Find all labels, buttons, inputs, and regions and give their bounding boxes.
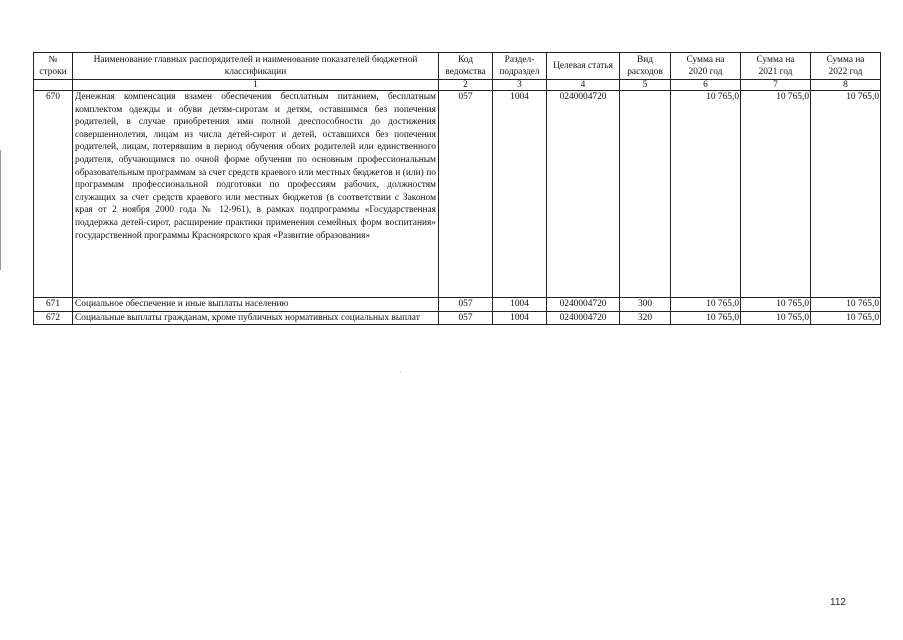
column-number-row: [34, 80, 881, 91]
row-name: Денежная компенсация взамен обеспечения бесплатным питанием, бесплатным комплектом одежды и обуви детям-сиротам и детям, оставшимся без попечения родителей, в случае приобретения ими полной дееспособности до достижения совершеннолетия, лицам из числа детей-сирот и детей, оставшихся без попечения родителей, лицам, потерявшим в период обучения обоих родителей или единственного родителя, обучающимся по очной форме обучения по основным профессиональным образовательным программам за счет средств краевого или местных бюджетов и (или) по программам профессиональной подготовки по профессиям рабочих, должностям служащих за счет средств краевого или местных бюджетов (в соответствии с Законом края от 2 ноября 2000 года № 12-961), в рамках подпрограммы «Государственная поддержка детей-сирот, расширение практики применения семейных форм воспитания» государственной программы Красноярского края «Развитие образования»: [73, 91, 439, 298]
row-sum-2021: 10 765,0: [741, 91, 811, 298]
row-dept-code: 057: [439, 91, 493, 298]
row-target: 0240004720: [547, 91, 620, 298]
row-sum-2020: 10 765,0: [671, 91, 741, 298]
row-expense-type: 320: [620, 311, 671, 325]
row-section: 1004: [493, 311, 547, 325]
header-sum-2021: Сумма на 2021 год: [741, 53, 811, 80]
header-section: Раздел- подраздел: [493, 53, 547, 80]
row-section: 1004: [493, 91, 547, 298]
row-line-number: 670: [34, 91, 73, 298]
header-line-number: № строки: [34, 53, 73, 80]
row-sum-2022: 10 765,0: [811, 91, 881, 298]
header-target: Целевая статья: [547, 53, 620, 80]
scan-speck: [400, 372, 401, 373]
page-number: 112: [830, 597, 846, 608]
row-sum-2022: 10 765,0: [811, 298, 881, 312]
column-number: 2: [439, 80, 493, 91]
column-number-empty: [34, 80, 73, 91]
row-expense-type: [620, 91, 671, 298]
row-sum-2022: 10 765,0: [811, 311, 881, 325]
row-sum-2021: 10 765,0: [741, 298, 811, 312]
row-sum-2020: 10 765,0: [671, 298, 741, 312]
column-number: 3: [493, 80, 547, 91]
row-target: 0240004720: [547, 298, 620, 312]
header-row: [34, 53, 881, 80]
header-name: Наименование главных распорядителей и наименование показателей бюджетной классификации: [73, 53, 439, 80]
row-expense-type: 300: [620, 298, 671, 312]
row-sum-2021: 10 765,0: [741, 311, 811, 325]
table-row: [34, 298, 881, 312]
column-number: 6: [671, 80, 741, 91]
column-number: 5: [620, 80, 671, 91]
row-line-number: 672: [34, 311, 73, 325]
row-target: 0240004720: [547, 311, 620, 325]
row-name: Социальные выплаты гражданам, кроме публичных нормативных социальных выплат: [73, 311, 439, 325]
table-row: [34, 91, 881, 298]
row-dept-code: 057: [439, 298, 493, 312]
column-number: 1: [73, 80, 439, 91]
row-sum-2020: 10 765,0: [671, 311, 741, 325]
header-sum-2022: Сумма на 2022 год: [811, 53, 881, 80]
header-dept-code: Код ведомства: [439, 53, 493, 80]
row-line-number: 671: [34, 298, 73, 312]
scan-edge-mark: [0, 150, 3, 270]
column-number: 7: [741, 80, 811, 91]
table-row: [34, 311, 881, 325]
column-number: 4: [547, 80, 620, 91]
row-name: Социальное обеспечение и иные выплаты населению: [73, 298, 439, 312]
row-dept-code: 057: [439, 311, 493, 325]
budget-table: [33, 52, 881, 325]
row-section: 1004: [493, 298, 547, 312]
column-number: 8: [811, 80, 881, 91]
header-expense-type: Вид расходов: [620, 53, 671, 80]
header-sum-2020: Сумма на 2020 год: [671, 53, 741, 80]
